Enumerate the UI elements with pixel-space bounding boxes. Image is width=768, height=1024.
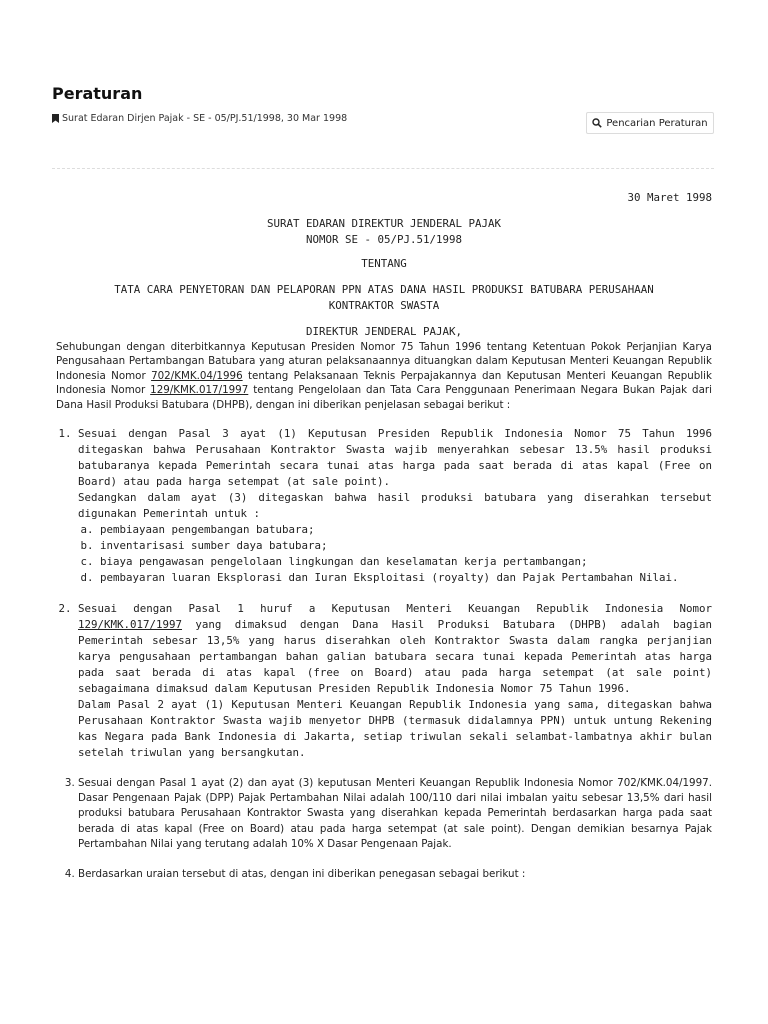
item1-sublist	[78, 522, 712, 586]
item2-paragraph-1	[78, 601, 712, 697]
document-subject	[56, 282, 712, 314]
intro-text-1: Sehubungan dengan diterbitkannya Keputusan Presiden Nomor 75 Tahun 1996 tentang Ketentuan Pokok Perjanjian Karya Pengusahaan Pertambangan Batubara yang aturan pelaksanaannya dituangkan dalam Keputusan Menteri Keuangan Republik Indonesia Nomor	[56, 341, 712, 382]
sub-item-d: d. pembayaran luaran Eksplorasi dan Iuran Eksploitasi (royalty) dan Pajak Pertambahan Nilai.	[100, 570, 712, 586]
document-body	[56, 190, 712, 897]
heading-line-1: SURAT EDARAN DIREKTUR JENDERAL PAJAK	[266, 217, 501, 230]
item2-paragraph-2: Dalam Pasal 2 ayat (1) Keputusan Menteri Keuangan Republik Indonesia yang sama, ditegaskan bahwa Perusahaan Kontraktor Swasta wajib menyetor DHPB (termasuk didalamnya PPN) untuk untung Rekening kas Negara pada Bank Indonesia di Jakarta, setiap triwulan sekali selambat-lambatnya akhir bulan setelah triwulan yang bersangkutan.	[78, 698, 712, 760]
heading-line-2: NOMOR SE - 05/PJ.51/1998	[305, 233, 462, 246]
sub-item-c: c. biaya pengawasan pengelolaan lingkungan dan keselamatan kerja pertambangan;	[100, 554, 712, 570]
bookmark-icon	[52, 114, 59, 123]
list-item-2	[78, 601, 712, 761]
document-heading	[56, 216, 712, 248]
list-item-3	[78, 776, 712, 852]
addressor: DIREKTUR JENDERAL PAJAK,	[305, 325, 462, 338]
subject-line-2: KONTRAKTOR SWASTA	[328, 299, 440, 312]
sub-item-b: b. inventarisasi sumber daya batubara;	[100, 538, 712, 554]
main-list	[56, 426, 712, 882]
intro-text-2: tentang Pelaksanaan Teknis Perpajakannya dan Keputusan Menteri Keuangan Republik Indonesia Nomor	[56, 369, 712, 397]
item3-text: Sesuai dengan Pasal 1 ayat (2) dan ayat (3) keputusan Menteri Keuangan Republik Indonesia Nomor 702/KMK.04/1997. Dasar Pengenaan Pajak (DPP) Pajak Pertambahan Nilai adalah 100/110 dari nilai imbalan yaitu sebesar 13,5% dari hasil produksi batubara Perusahaan Kontraktor Swasta yang diserahkan kepada Pemerintah berdasarkan harga pada saat berada di atas kapal (Free on Board) atau pada harga setempat (at sale point). Dengan demikian besarnya Pajak Pertambahan Nilai yang terutang adalah 10% X Dasar Pengenaan Pajak.	[78, 777, 712, 850]
search-button-label: Pencarian Peraturan	[606, 117, 708, 129]
tentang-label: TENTANG	[361, 257, 407, 270]
item1-paragraph-1: 1. Sesuai dengan Pasal 3 ayat (1) Keputusan Presiden Republik Indonesia Nomor 75 Tahun 1996 ditegaskan bahwa Perusahaan Kontraktor Swasta wajib menyerahkan sebesar 13.5% hasil produksi batubaranya kepada Pemerintah secara tunai atas harga pada saat berada di atas kapal (Free on Board) atau pada harga setempat (at sale point).	[78, 427, 712, 489]
item2-text-2: yang dimaksud dengan Dana Hasil Produksi Batubara (DHPB) adalah bagian Pemerintah sebesar 13,5% yang harus diserahkan oleh Kontraktor Swasta dalam rangka perjanjian karya pengusahaan pertambangan bahan galian batubara secara tunai kepada Pemerintah atas harga pada saat berada di atas kapal (free on Board) atau pada harga setempat (at sale point) sebagaimana dimaksud dalam Keputusan Presiden Republik Indonesia Nomor 75 Tahun 1996.	[78, 618, 712, 696]
regulation-link-129[interactable]: 129/KMK.017/1997	[150, 384, 249, 397]
header-divider	[52, 168, 714, 169]
item1-paragraph-2: Sedangkan dalam ayat (3) ditegaskan bahwa hasil produksi batubara yang diserahkan tersebut digunakan Pemerintah untuk :	[78, 491, 712, 521]
list-item-1	[78, 426, 712, 586]
search-icon	[592, 118, 602, 128]
subject-line-1: TATA CARA PENYETORAN DAN PELAPORAN PPN ATAS DANA HASIL PRODUKSI BATUBARA PERUSAHAAN	[114, 283, 654, 296]
breadcrumb-text: Surat Edaran Dirjen Pajak - SE - 05/PJ.51/1998, 30 Mar 1998	[62, 113, 348, 124]
page-title: Peraturan	[52, 84, 143, 103]
item4-text: Berdasarkan uraian tersebut di atas, dengan ini diberikan penegasan sebagai berikut :	[78, 868, 526, 881]
item2-text-1: Sesuai dengan Pasal 1 huruf a Keputusan Menteri Keuangan Republik Indonesia Nomor	[78, 602, 712, 616]
intro-text-3: tentang Pengelolaan dan Tata Cara Penggunaan Penerimaan Negara Bukan Pajak dari Dana Hasil Produksi Batubara (DHPB), dengan ini diberikan penjelasan sebagai berikut :	[56, 384, 712, 411]
regulation-link-129-item2[interactable]: 129/KMK.017/1997	[78, 618, 183, 632]
document-breadcrumb	[52, 113, 347, 124]
document-date: 30 Maret 1998	[627, 191, 712, 204]
sub-item-a: a. pembiayaan pengembangan batubara;	[100, 522, 712, 538]
intro-paragraph	[56, 340, 712, 412]
regulation-link-702[interactable]: 702/KMK.04/1996	[151, 369, 243, 382]
list-item-4	[78, 867, 712, 882]
search-regulation-button[interactable]	[586, 112, 714, 134]
